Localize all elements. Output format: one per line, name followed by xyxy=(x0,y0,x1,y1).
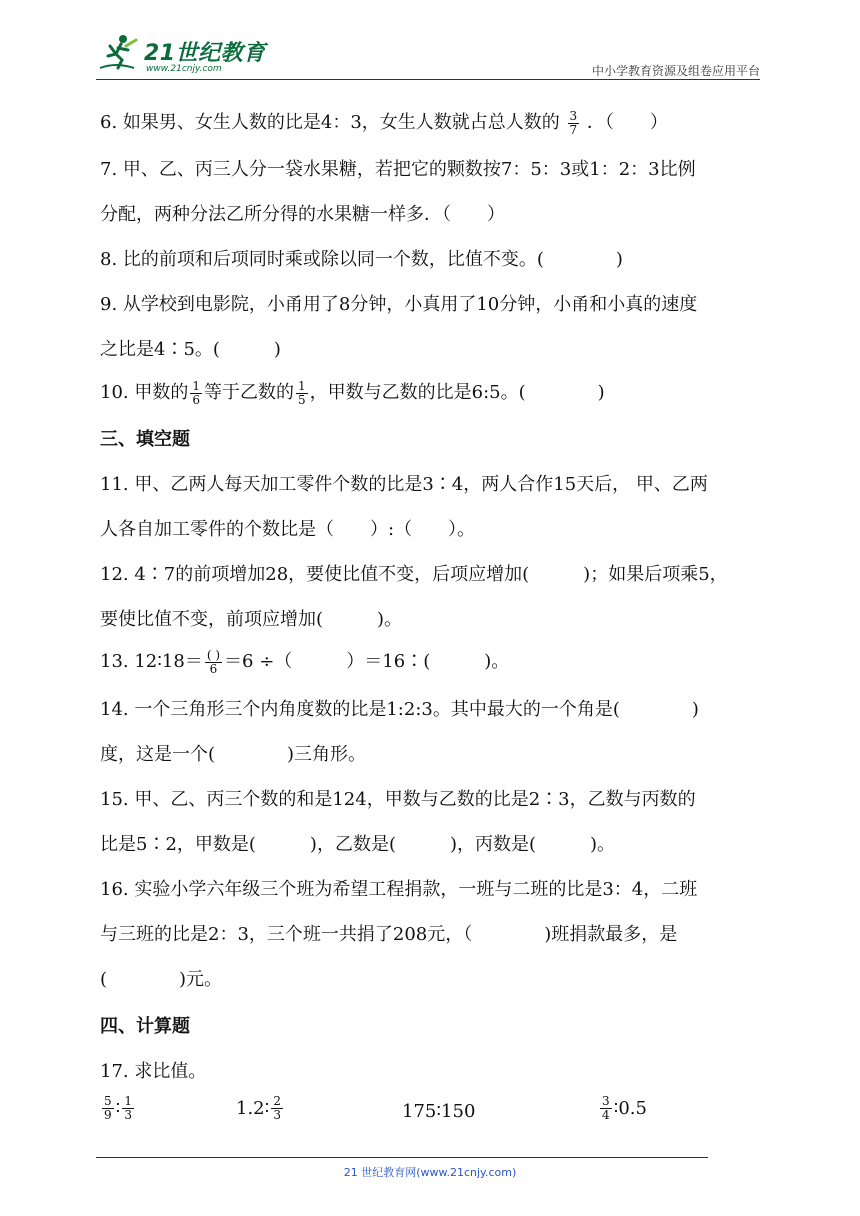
question-10 xyxy=(100,378,605,407)
fraction xyxy=(271,1095,283,1122)
question-7-line-2: 分配，两种分法乙所分得的水果糖一样多．（ ） xyxy=(100,204,505,225)
fraction-numerator: 3 xyxy=(602,1094,610,1108)
question-14-line-2: 度，这是一个( )三角形。 xyxy=(100,744,367,765)
header-divider xyxy=(96,79,760,80)
fraction-denominator: 6 xyxy=(209,661,218,676)
question-9-line-2: 之比是4∶5。( ) xyxy=(100,339,281,360)
page-header xyxy=(96,32,760,80)
fraction-numerator: 1 xyxy=(192,378,200,393)
runner-logo-icon xyxy=(96,32,142,78)
question-12-line-2: 要使比值不变，前项应增加( )。 xyxy=(100,609,403,630)
logo-url: www.21cnjy.com xyxy=(146,64,222,74)
fraction-denominator: 3 xyxy=(124,1108,132,1122)
fraction-numerator: 2 xyxy=(273,1094,281,1108)
fraction-denominator: 5 xyxy=(298,392,306,407)
question-15-line-2: 比是5∶2，甲数是( )，乙数是( )，丙数是( )。 xyxy=(100,834,616,855)
question-17: 17. 求比值。 xyxy=(100,1061,207,1082)
fraction-numerator: 5 xyxy=(104,1094,112,1108)
fraction-denominator: 6 xyxy=(192,392,200,407)
fraction-denominator: 7 xyxy=(569,122,578,137)
logo xyxy=(96,32,266,78)
question-6-answer-blank: ．（ ） xyxy=(586,112,668,133)
ratio-sign: ∶ xyxy=(115,1098,121,1119)
fraction xyxy=(190,380,202,407)
fraction-numerator: 1 xyxy=(298,378,306,393)
question-6-text: 6. 如果男、女生人数的比是4：3，女生人数就占总人数的 xyxy=(100,112,560,133)
question-14-line-1: 14. 一个三角形三个内角度数的比是1:2:3。其中最大的一个角是( ) xyxy=(100,699,699,720)
fraction xyxy=(122,1095,134,1122)
question-11-line-2: 人各自加工零件的个数比是（ ）:（ ）。 xyxy=(100,519,476,540)
ratio-calculations xyxy=(100,1095,700,1135)
question-10-text-b: 等于乙数的 xyxy=(204,382,294,403)
footer-link[interactable]: 21 世纪教育网(www.21cnjy.com) xyxy=(343,1166,517,1179)
calc-item-4-text: ∶0.5 xyxy=(613,1098,647,1119)
question-13 xyxy=(100,647,509,676)
question-8: 8. 比的前项和后项同时乘或除以同一个数，比值不变。( ) xyxy=(100,249,623,270)
fraction xyxy=(296,380,308,407)
fraction-numerator: 1 xyxy=(124,1094,132,1108)
fraction-numerator: 3 xyxy=(569,108,578,123)
calc-item-2 xyxy=(236,1095,285,1122)
calc-item-4 xyxy=(598,1095,647,1122)
fraction-denominator: 4 xyxy=(602,1108,610,1122)
question-16-line-1: 16. 实验小学六年级三个班为希望工程捐款，一班与二班的比是3：4，二班 xyxy=(100,879,698,900)
fraction xyxy=(568,110,580,137)
calc-item-2-text: 1.2∶ xyxy=(236,1098,270,1119)
question-9-line-1: 9. 从学校到电影院，小甬用了8分钟，小真用了10分钟，小甬和小真的速度 xyxy=(100,294,698,315)
fraction xyxy=(600,1095,612,1122)
section-4-heading: 四、计算题 xyxy=(100,1016,190,1037)
logo-text: 21世纪教育 xyxy=(144,41,266,66)
question-16-line-3: ( )元。 xyxy=(100,969,223,990)
question-15-line-1: 15. 甲、乙、丙三个数的和是124，甲数与乙数的比是2∶3，乙数与丙数的 xyxy=(100,789,696,810)
question-7-line-1: 7. 甲、乙、丙三人分一袋水果糖，若把它的颗数按7：5：3或1：2：3比例 xyxy=(100,159,696,180)
fraction-denominator: 3 xyxy=(273,1108,281,1122)
fraction-numerator: ( ) xyxy=(206,647,221,662)
section-3-heading: 三、填空题 xyxy=(100,429,190,450)
fraction-denominator: 9 xyxy=(104,1108,112,1122)
fraction xyxy=(205,649,222,676)
calc-item-3-text: 175∶150 xyxy=(402,1101,476,1122)
fraction xyxy=(102,1095,114,1122)
question-10-text-a: 10. 甲数的 xyxy=(100,382,189,403)
calc-item-3 xyxy=(402,1101,475,1122)
question-13-text-b: ＝6 ÷（ ）＝16∶( )。 xyxy=(224,651,510,672)
question-11-line-1: 11. 甲、乙两人每天加工零件个数的比是3∶4，两人合作15天后， 甲、乙两 xyxy=(100,474,708,495)
header-platform-text: 中小学教育资源及组卷应用平台 xyxy=(591,64,760,78)
question-12-line-1: 12. 4∶7的前项增加28，要使比值不变，后项应增加( )；如果后项乘5， xyxy=(100,564,728,585)
footer-divider xyxy=(96,1157,708,1158)
question-6 xyxy=(100,108,668,137)
question-13-text-a: 13. 12∶18＝ xyxy=(100,651,203,672)
question-10-text-c: ，甲数与乙数的比是6:5。( ) xyxy=(309,382,605,403)
question-16-line-2: 与三班的比是2：3，三个班一共捐了208元，（ )班捐款最多，是 xyxy=(100,924,678,945)
calc-item-1 xyxy=(100,1095,136,1122)
